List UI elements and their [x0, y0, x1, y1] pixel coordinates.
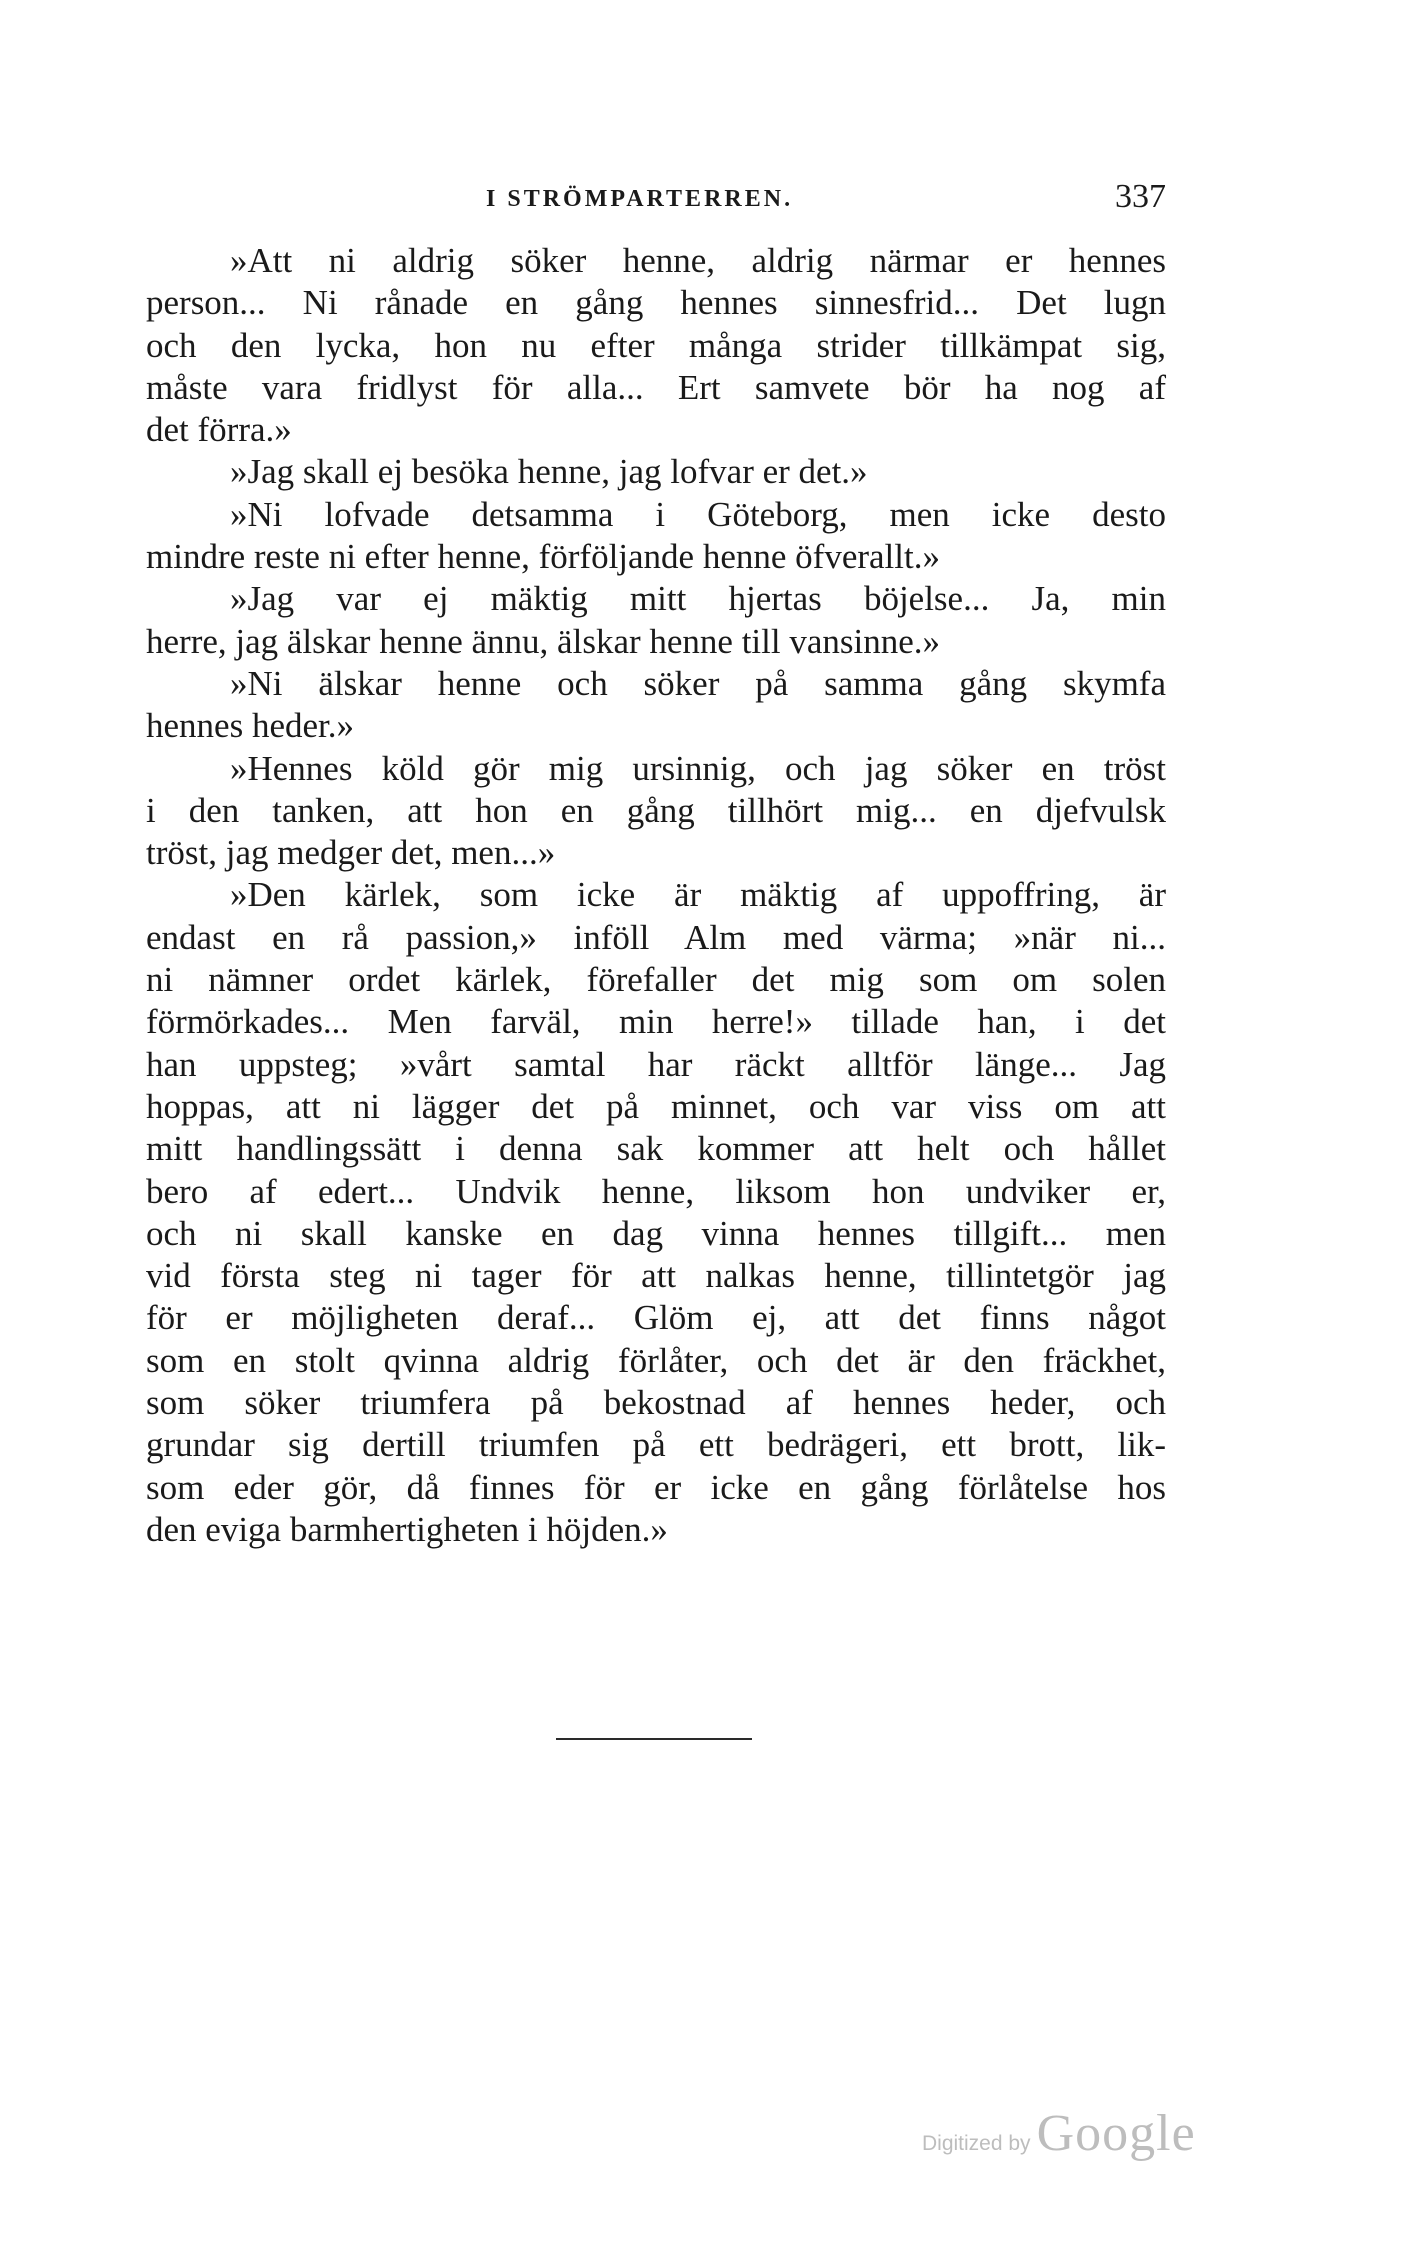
text-line: »Jag skall ej besöka henne, jag lofvar er det.»	[230, 452, 868, 492]
text-line: herre, jag älskar henne ännu, älskar henne till vansinne.»	[146, 621, 941, 661]
text-line: för er möjligheten deraf... Glöm ej, att det finns något	[146, 1298, 1166, 1338]
text-line: den eviga barmhertigheten i höjden.»	[146, 1509, 668, 1549]
running-head	[146, 178, 1166, 222]
text-line: måste vara fridlyst för alla... Ert samvete bör ha nog af	[146, 367, 1166, 407]
text-line: hoppas, att ni lägger det på minnet, och var viss om att	[146, 1086, 1166, 1126]
text-line: »Hennes köld gör mig ursinnig, och jag söker en tröst	[230, 748, 1166, 788]
text-line: grundar sig dertill triumfen på ett bedrägeri, ett brott, lik-	[146, 1425, 1166, 1465]
text-line: tröst, jag medger det, men...»	[146, 833, 556, 873]
text-line: hennes heder.»	[146, 706, 354, 746]
text-line: som en stolt qvinna aldrig förlåter, och det är den fräckhet,	[146, 1340, 1166, 1380]
text-line: som eder gör, då finnes för er icke en gång förlåtelse hos	[146, 1467, 1166, 1507]
text-line: »Jag var ej mäktig mitt hjertas böjelse... Ja, min	[230, 579, 1166, 619]
text-line: mindre reste ni efter henne, förföljande henne öfverallt.»	[146, 537, 940, 577]
text-line: bero af edert... Undvik henne, liksom hon undviker er,	[146, 1171, 1166, 1211]
text-line: endast en rå passion,» inföll Alm med värma; »när ni...	[146, 917, 1166, 957]
text-line: »Den kärlek, som icke är mäktig af uppoffring, är	[230, 875, 1166, 915]
text-line: förmörkades... Men farväl, min herre!» tillade han, i det	[146, 1002, 1166, 1042]
text-line: som söker triumfera på bekostnad af hennes heder, och	[146, 1383, 1166, 1423]
text-line: det förra.»	[146, 410, 292, 450]
text-line: mitt handlingssätt i denna sak kommer att helt och hållet	[146, 1129, 1166, 1169]
text-line: »Ni älskar henne och söker på samma gång skymfa	[230, 663, 1166, 703]
google-logo: Google	[1036, 2105, 1196, 2162]
text-line: »Ni lofvade detsamma i Göteborg, men icke desto	[230, 494, 1166, 534]
watermark-prefix: Digitized by	[922, 2132, 1031, 2155]
text-line: och den lycka, hon nu efter många strider tillkämpat sig,	[146, 325, 1166, 365]
section-end-rule	[556, 1738, 752, 1740]
text-line: vid första steg ni tager för att nalkas henne, tillintetgör jag	[146, 1256, 1166, 1296]
text-line: och ni skall kanske en dag vinna hennes tillgift... men	[146, 1213, 1166, 1253]
text-line: han uppsteg; »vårt samtal har räckt alltför länge... Jag	[146, 1044, 1166, 1084]
body-text	[146, 240, 1166, 1551]
text-line: ni nämner ordet kärlek, förefaller det mig som om solen	[146, 960, 1166, 1000]
text-line: »Att ni aldrig söker henne, aldrig närmar er hennes	[230, 241, 1166, 280]
page-number: 337	[1115, 178, 1166, 215]
text-line: person... Ni rånade en gång hennes sinnesfrid... Det lugn	[146, 283, 1166, 323]
running-title: I STRÖMPARTERREN.	[486, 186, 794, 212]
digitization-watermark	[922, 2104, 1196, 2164]
text-line: i den tanken, att hon en gång tillhört mig... en djefvulsk	[146, 790, 1166, 830]
